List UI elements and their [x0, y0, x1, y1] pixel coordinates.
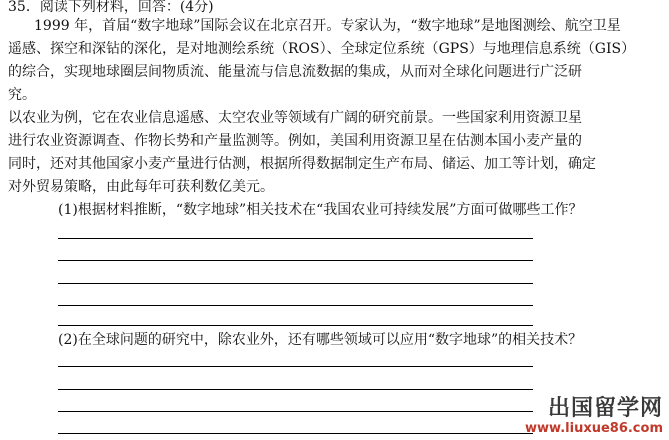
paragraph-1-line-4: 究。 [8, 87, 36, 103]
answer-line [58, 411, 533, 412]
answer-line [58, 433, 533, 434]
answer-line [58, 305, 533, 306]
paragraph-2-line-3: 同时，还对其他国家小麦产量进行估测，根据所得数据制定生产布局、储运、加工等计划，确定 [8, 156, 596, 172]
sub-question-1: (1)根据材料推断，“数字地球”相关技术在“我国农业可持续发展”方面可做哪些工作？ [58, 202, 583, 218]
answer-line [58, 325, 533, 326]
answer-line [58, 283, 533, 284]
watermark-main: 出国留学网 [547, 396, 663, 421]
answer-line [58, 238, 533, 239]
paragraph-2-line-2: 进行农业资源调查、作物长势和产量监测等。例如，美国利用资源卫星在估测本国小麦产量的 [8, 133, 582, 149]
answer-line [58, 389, 533, 390]
question-header: 35．阅读下列材料，回答：(4分) [8, 0, 214, 15]
answer-line [58, 366, 533, 367]
watermark-url: www.liuxue86.com [525, 421, 663, 436]
sub-question-2: (2)在全球问题的研究中，除农业外，还有哪些领域可以应用“数字地球”的相关技术？ [58, 332, 583, 348]
paragraph-1-line-3: 的综合，实现地球圈层间物质流、能量流与信息流数据的集成，从而对全球化问题进行广泛研 [8, 64, 582, 80]
paragraph-1-line-1: 1999 年，首届“数字地球”国际会议在北京召开。专家认为，“数字地球”是地图测绘、航空卫星 [34, 18, 621, 34]
paragraph-2-line-4: 对外贸易策略，由此每年可获利数亿美元。 [8, 179, 274, 195]
paragraph-2-line-1: 以农业为例，它在农业信息遥感、太空农业等领域有广阔的研究前景。一些国家利用资源卫星 [8, 110, 582, 126]
answer-line [58, 260, 533, 261]
paragraph-1-line-2: 遥感、探空和深钻的深化，是对地测绘系统（ROS）、全球定位系统（GPS）与地理信息系统（GIS） [8, 41, 636, 57]
watermark [525, 397, 663, 436]
